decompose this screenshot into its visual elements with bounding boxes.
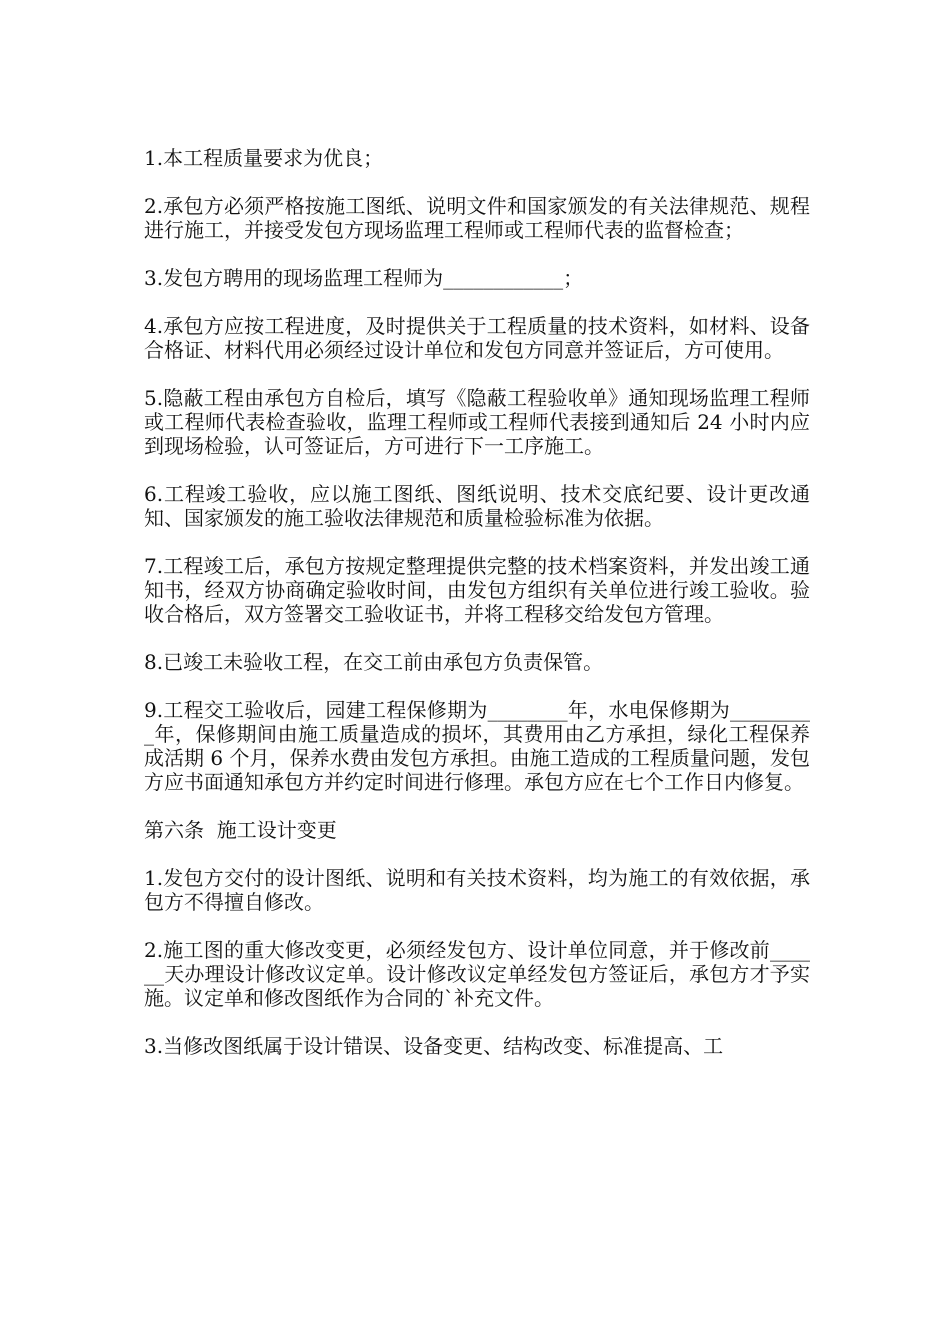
section-clause-2-major-changes: 2.施工图的重大修改变更，必须经发包方、设计单位同意，并于修改前______天办理设计修改议定单。设计修改议定单经发包方签证后，承包方才予实施。议定单和修改图纸作为合同的`补充文件。 bbox=[144, 938, 810, 1010]
section-heading: 第六条 施工设计变更 bbox=[144, 818, 337, 842]
document-body bbox=[144, 146, 810, 1082]
clause-8-custody: 8.已竣工未验收工程，在交工前由承包方负责保管。 bbox=[144, 650, 604, 674]
clause-9-warranty: 9.工程交工验收后，园建工程保修期为________年，水电保修期为_________年，保修期间由施工质量造成的损坏，其费用由乙方承担，绿化工程保养成活期 6 个月，保养水费由发包方承担。由施工造成的工程质量问题，发包方应书面通知承包方并约定时间进行修理。承包方应在七个工作日内修复。 bbox=[144, 698, 810, 794]
clause-7-completion-handover: 7.工程竣工后，承包方按规定整理提供完整的技术档案资料，并发出竣工通知书，经双方协商确定验收时间，由发包方组织有关单位进行竣工验收。验收合格后，双方签署交工验收证书，并将工程移交给发包方管理。 bbox=[144, 554, 810, 626]
clause-6-completion-acceptance-basis: 6.工程竣工验收，应以施工图纸、图纸说明、技术交底纪要、设计更改通知、国家颁发的施工验收法律规范和质量检验标准为依据。 bbox=[144, 482, 810, 530]
section-clause-1-design-documents: 1.发包方交付的设计图纸、说明和有关技术资料，均为施工的有效依据，承包方不得擅自修改。 bbox=[144, 866, 810, 914]
clause-4-technical-materials: 4.承包方应按工程进度，及时提供关于工程质量的技术资料，如材料、设备合格证、材料代用必须经过设计单位和发包方同意并签证后，方可使用。 bbox=[144, 314, 810, 362]
clause-3-supervising-engineer: 3.发包方聘用的现场监理工程师为____________； bbox=[144, 266, 584, 290]
clause-1-quality: 1.本工程质量要求为优良； bbox=[144, 146, 384, 170]
clause-5-concealed-works: 5.隐蔽工程由承包方自检后，填写《隐蔽工程验收单》通知现场监理工程师或工程师代表检查验收，监理工程师或工程师代表接到通知后 24 小时内应到现场检验，认可签证后，方可进行下一工序施工。 bbox=[144, 386, 810, 458]
section-clause-3-drawing-modification: 3.当修改图纸属于设计错误、设备变更、结构改变、标准提高、工 bbox=[144, 1034, 724, 1058]
clause-2-construction-standards: 2.承包方必须严格按施工图纸、说明文件和国家颁发的有关法律规范、规程进行施工，并接受发包方现场监理工程师或工程师代表的监督检查； bbox=[144, 194, 810, 242]
